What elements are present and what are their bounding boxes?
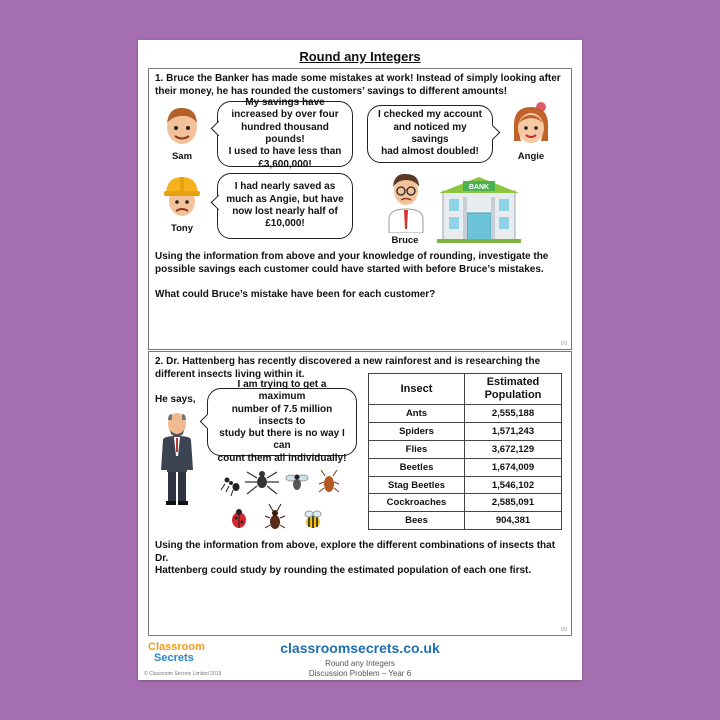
q1-code: D9 xyxy=(560,341,567,347)
population-cell: 2,585,091 xyxy=(465,494,562,512)
hattenberg-line: count them all individually! xyxy=(217,452,347,464)
copyright-text: © Classroom Secrets Limited 2019 xyxy=(144,671,222,677)
bank-sign-text: BANK xyxy=(468,184,490,191)
ladybird-beetle-icon xyxy=(232,509,246,528)
ant-icon xyxy=(221,478,240,497)
tony-line: much as Angie, but have xyxy=(226,193,344,205)
population-header-line-1: Estimated xyxy=(486,376,540,388)
hattenberg-speech-bubble xyxy=(207,378,357,464)
insect-cell: Bees xyxy=(369,512,465,530)
q1-intro xyxy=(155,73,561,98)
insect-cell: Flies xyxy=(369,440,465,458)
sam-line: I used to have less than xyxy=(228,146,342,158)
population-cell: 1,674,009 xyxy=(465,458,562,476)
sam-line: increased by over four xyxy=(231,109,339,121)
population-cell: 904,381 xyxy=(465,512,562,530)
q1-task xyxy=(155,251,548,276)
insect-cell: Ants xyxy=(369,405,465,423)
table-row xyxy=(369,405,562,423)
sam-line: My savings have xyxy=(245,97,325,109)
sam-avatar xyxy=(163,105,201,147)
angie-avatar xyxy=(511,101,551,147)
insect-cell: Spiders xyxy=(369,422,465,440)
table-row xyxy=(369,512,562,530)
sam-line: £3,600,000! xyxy=(258,158,312,170)
tony-line: I had nearly saved as xyxy=(234,181,336,193)
insect-column-header: Insect xyxy=(369,374,465,405)
logo-text-line-2: Secrets xyxy=(154,652,194,664)
q2-he-says: He says, xyxy=(155,394,196,405)
population-cell: 1,546,102 xyxy=(465,476,562,494)
insects-illustration xyxy=(217,470,347,542)
angie-line: I checked my account xyxy=(378,109,482,121)
angie-speech-bubble xyxy=(367,105,493,163)
insect-cell: Cockroaches xyxy=(369,494,465,512)
logo-text-line-1: Classroom xyxy=(148,641,205,653)
bank-building-icon xyxy=(437,173,521,243)
table-row xyxy=(369,422,562,440)
q2-task-line-2: Hattenberg could study by rounding the estimated population of each one first. xyxy=(155,565,532,576)
hattenberg-line: number of 7.5 million insects to xyxy=(231,403,333,427)
bee-icon xyxy=(305,511,321,528)
cockroach-icon xyxy=(319,470,339,492)
population-cell: 2,555,188 xyxy=(465,405,562,423)
table-row xyxy=(369,494,562,512)
q2-intro-line-2: different insects living within it. xyxy=(155,368,305,380)
table-row xyxy=(369,476,562,494)
hattenberg-line: I am trying to get a maximum xyxy=(237,378,327,403)
website-link[interactable]: classroomsecrets.co.uk xyxy=(280,640,440,656)
q1-task-line-1: Using the information from above and your knowledge of rounding, investigate the xyxy=(155,251,549,262)
tony-speech-bubble xyxy=(217,173,353,239)
worksheet xyxy=(138,40,582,680)
insect-cell: Stag Beetles xyxy=(369,476,465,494)
fly-icon xyxy=(286,475,308,491)
worksheet-title: Round any Integers xyxy=(299,49,421,64)
sam-line: hundred thousand pounds! xyxy=(241,121,329,145)
q1-intro-line-1: 1. Bruce the Banker has made some mistakes at work! Instead of simply looking after xyxy=(155,73,561,84)
bruce-avatar xyxy=(385,169,427,233)
angie-line: had almost doubled! xyxy=(381,146,479,158)
q2-task-line-1: Using the information from above, explore the different combinations of insects that Dr. xyxy=(155,540,556,564)
question-2-box xyxy=(148,351,572,636)
stag-beetle-icon xyxy=(265,504,285,529)
insect-cell: Beetles xyxy=(369,458,465,476)
insect-population-table xyxy=(368,373,562,530)
tony-line: now lost nearly half of xyxy=(232,206,338,217)
q1-task-line-2: possible savings each customer could have started with before Bruce’s mistakes. xyxy=(155,263,544,275)
q2-intro-line-1: 2. Dr. Hattenberg has recently discovered a new rainforest and is researching the xyxy=(155,356,541,367)
q1-question: What could Bruce’s mistake have been for each customer? xyxy=(155,289,436,300)
spider-icon xyxy=(245,471,279,494)
q2-code: D9 xyxy=(560,627,567,633)
population-cell: 1,571,243 xyxy=(465,422,562,440)
sam-name: Sam xyxy=(171,151,193,162)
tony-avatar xyxy=(163,173,201,219)
population-header-line-2: Population xyxy=(484,389,542,401)
dr-hattenberg-figure xyxy=(157,410,197,506)
question-1-box xyxy=(148,68,572,350)
q2-task xyxy=(155,540,571,578)
angie-name: Angie xyxy=(517,151,545,162)
tony-line: £10,000! xyxy=(265,218,305,230)
bruce-name: Bruce xyxy=(391,235,419,246)
population-column-header xyxy=(465,374,562,405)
population-cell: 3,672,129 xyxy=(465,440,562,458)
table-row xyxy=(369,458,562,476)
angie-line: and noticed my savings xyxy=(393,121,467,145)
tony-name: Tony xyxy=(171,223,193,234)
sam-speech-bubble xyxy=(217,97,353,170)
table-row xyxy=(369,440,562,458)
table-header-row xyxy=(369,374,562,405)
q1-intro-line-2: their money, he has rounded the customers’ savings to different amounts! xyxy=(155,85,508,97)
footer-subtitle-2: Discussion Problem – Year 6 xyxy=(308,669,412,678)
hattenberg-line: study but there is no way I can xyxy=(219,428,345,452)
footer-subtitle: Round any Integers xyxy=(325,659,395,668)
